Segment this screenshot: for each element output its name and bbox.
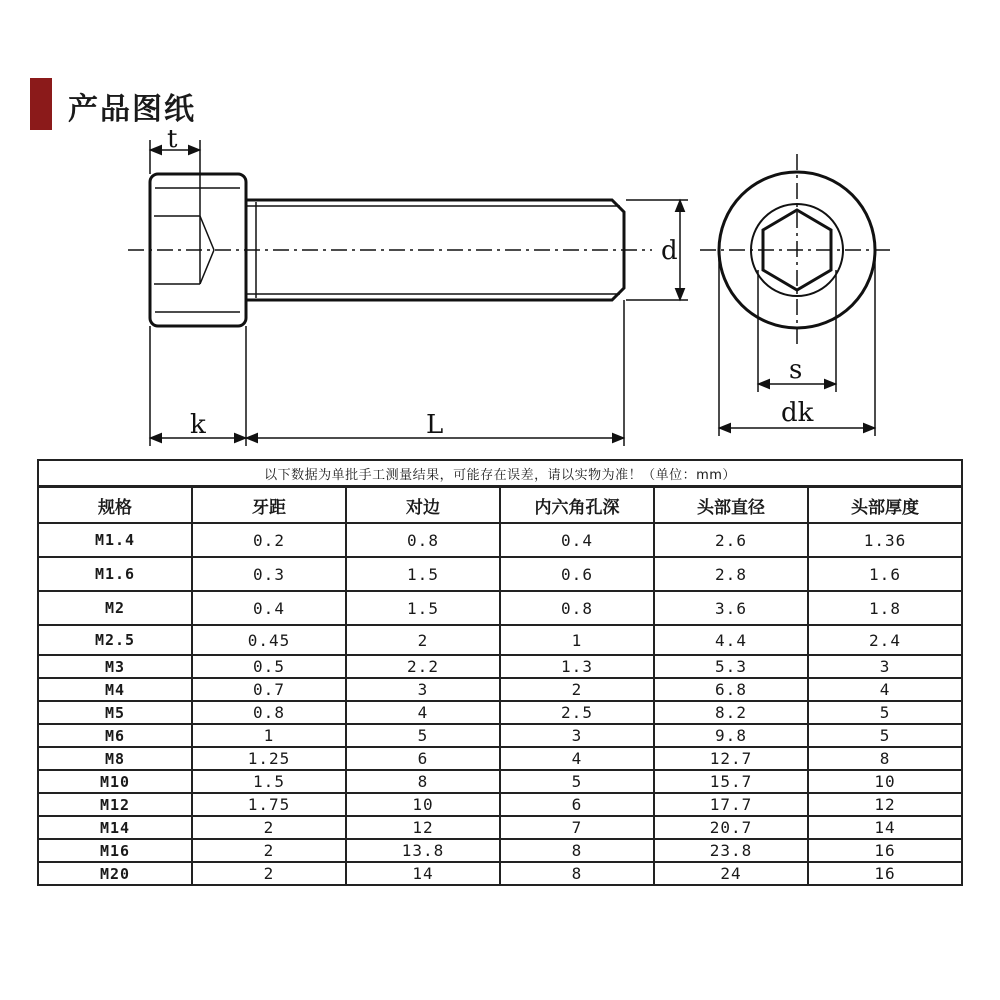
value-cell: 0.4 (192, 591, 346, 625)
table-row (38, 793, 962, 816)
value-cell: 0.8 (192, 701, 346, 724)
label-s: s (789, 355, 803, 385)
table-row (38, 839, 962, 862)
spec-cell: M5 (38, 701, 192, 724)
value-cell: 0.5 (192, 655, 346, 678)
value-cell: 1 (192, 724, 346, 747)
table-row (38, 678, 962, 701)
value-cell: 8 (500, 862, 654, 885)
value-cell: 24 (654, 862, 808, 885)
table-row (38, 862, 962, 885)
column-header: 牙距 (192, 487, 346, 524)
value-cell: 2 (346, 625, 500, 655)
value-cell: 0.8 (500, 591, 654, 625)
value-cell: 20.7 (654, 816, 808, 839)
spec-cell: M1.4 (38, 523, 192, 557)
spec-cell: M10 (38, 770, 192, 793)
spec-cell: M3 (38, 655, 192, 678)
value-cell: 0.45 (192, 625, 346, 655)
spec-cell: M12 (38, 793, 192, 816)
value-cell: 14 (808, 816, 962, 839)
value-cell: 16 (808, 862, 962, 885)
value-cell: 7 (500, 816, 654, 839)
column-header: 头部厚度 (808, 487, 962, 524)
value-cell: 5 (808, 701, 962, 724)
value-cell: 23.8 (654, 839, 808, 862)
value-cell: 5 (346, 724, 500, 747)
value-cell: 1.8 (808, 591, 962, 625)
value-cell: 2.4 (808, 625, 962, 655)
value-cell: 1.5 (346, 557, 500, 591)
table-note-row (38, 460, 962, 487)
value-cell: 1.3 (500, 655, 654, 678)
table-header-row (38, 487, 962, 524)
value-cell: 2 (192, 816, 346, 839)
value-cell: 17.7 (654, 793, 808, 816)
spec-cell: M14 (38, 816, 192, 839)
value-cell: 1 (500, 625, 654, 655)
value-cell: 4 (500, 747, 654, 770)
value-cell: 2.8 (654, 557, 808, 591)
value-cell: 10 (346, 793, 500, 816)
spec-cell: M2 (38, 591, 192, 625)
value-cell: 0.2 (192, 523, 346, 557)
section-title: 产品图纸 (68, 92, 196, 127)
value-cell: 1.6 (808, 557, 962, 591)
spec-cell: M20 (38, 862, 192, 885)
value-cell: 6.8 (654, 678, 808, 701)
table-row (38, 557, 962, 591)
value-cell: 6 (500, 793, 654, 816)
value-cell: 12.7 (654, 747, 808, 770)
accent-bar (30, 78, 52, 130)
value-cell: 0.7 (192, 678, 346, 701)
value-cell: 1.5 (346, 591, 500, 625)
table-row (38, 625, 962, 655)
table-row (38, 724, 962, 747)
value-cell: 6 (346, 747, 500, 770)
column-header: 内六角孔深 (500, 487, 654, 524)
spec-cell: M1.6 (38, 557, 192, 591)
value-cell: 3 (500, 724, 654, 747)
value-cell: 1.5 (192, 770, 346, 793)
value-cell: 4.4 (654, 625, 808, 655)
spec-table (37, 459, 963, 886)
value-cell: 1.75 (192, 793, 346, 816)
value-cell: 9.8 (654, 724, 808, 747)
value-cell: 0.6 (500, 557, 654, 591)
value-cell: 2 (192, 839, 346, 862)
value-cell: 16 (808, 839, 962, 862)
value-cell: 0.4 (500, 523, 654, 557)
label-k: k (190, 410, 206, 440)
value-cell: 10 (808, 770, 962, 793)
label-L: L (426, 410, 444, 440)
label-d: d (661, 236, 678, 266)
spec-cell: M2.5 (38, 625, 192, 655)
label-t: t (167, 130, 178, 154)
label-dk: dk (781, 398, 814, 428)
value-cell: 2 (500, 678, 654, 701)
spec-cell: M6 (38, 724, 192, 747)
value-cell: 8.2 (654, 701, 808, 724)
value-cell: 1.36 (808, 523, 962, 557)
value-cell: 5 (500, 770, 654, 793)
screw-drawing (0, 130, 1000, 450)
column-header: 头部直径 (654, 487, 808, 524)
table-row (38, 701, 962, 724)
table-row (38, 523, 962, 557)
table-row (38, 816, 962, 839)
value-cell: 12 (346, 816, 500, 839)
spec-cell: M4 (38, 678, 192, 701)
table-row (38, 770, 962, 793)
value-cell: 2 (192, 862, 346, 885)
column-header: 规格 (38, 487, 192, 524)
end-view (700, 154, 894, 436)
column-header: 对边 (346, 487, 500, 524)
value-cell: 5 (808, 724, 962, 747)
table-row (38, 591, 962, 625)
value-cell: 0.3 (192, 557, 346, 591)
table-row (38, 747, 962, 770)
value-cell: 14 (346, 862, 500, 885)
value-cell: 8 (808, 747, 962, 770)
value-cell: 8 (346, 770, 500, 793)
value-cell: 13.8 (346, 839, 500, 862)
value-cell: 3.6 (654, 591, 808, 625)
value-cell: 15.7 (654, 770, 808, 793)
value-cell: 2.5 (500, 701, 654, 724)
value-cell: 5.3 (654, 655, 808, 678)
section-header (30, 78, 430, 130)
value-cell: 3 (808, 655, 962, 678)
spec-cell: M16 (38, 839, 192, 862)
value-cell: 2.6 (654, 523, 808, 557)
value-cell: 12 (808, 793, 962, 816)
value-cell: 0.8 (346, 523, 500, 557)
spec-cell: M8 (38, 747, 192, 770)
side-view (128, 140, 688, 446)
value-cell: 3 (346, 678, 500, 701)
value-cell: 4 (346, 701, 500, 724)
table-note: 以下数据为单批手工测量结果，可能存在误差，请以实物为准！（单位：mm） (38, 460, 962, 487)
value-cell: 8 (500, 839, 654, 862)
value-cell: 4 (808, 678, 962, 701)
value-cell: 2.2 (346, 655, 500, 678)
table-row (38, 655, 962, 678)
value-cell: 1.25 (192, 747, 346, 770)
